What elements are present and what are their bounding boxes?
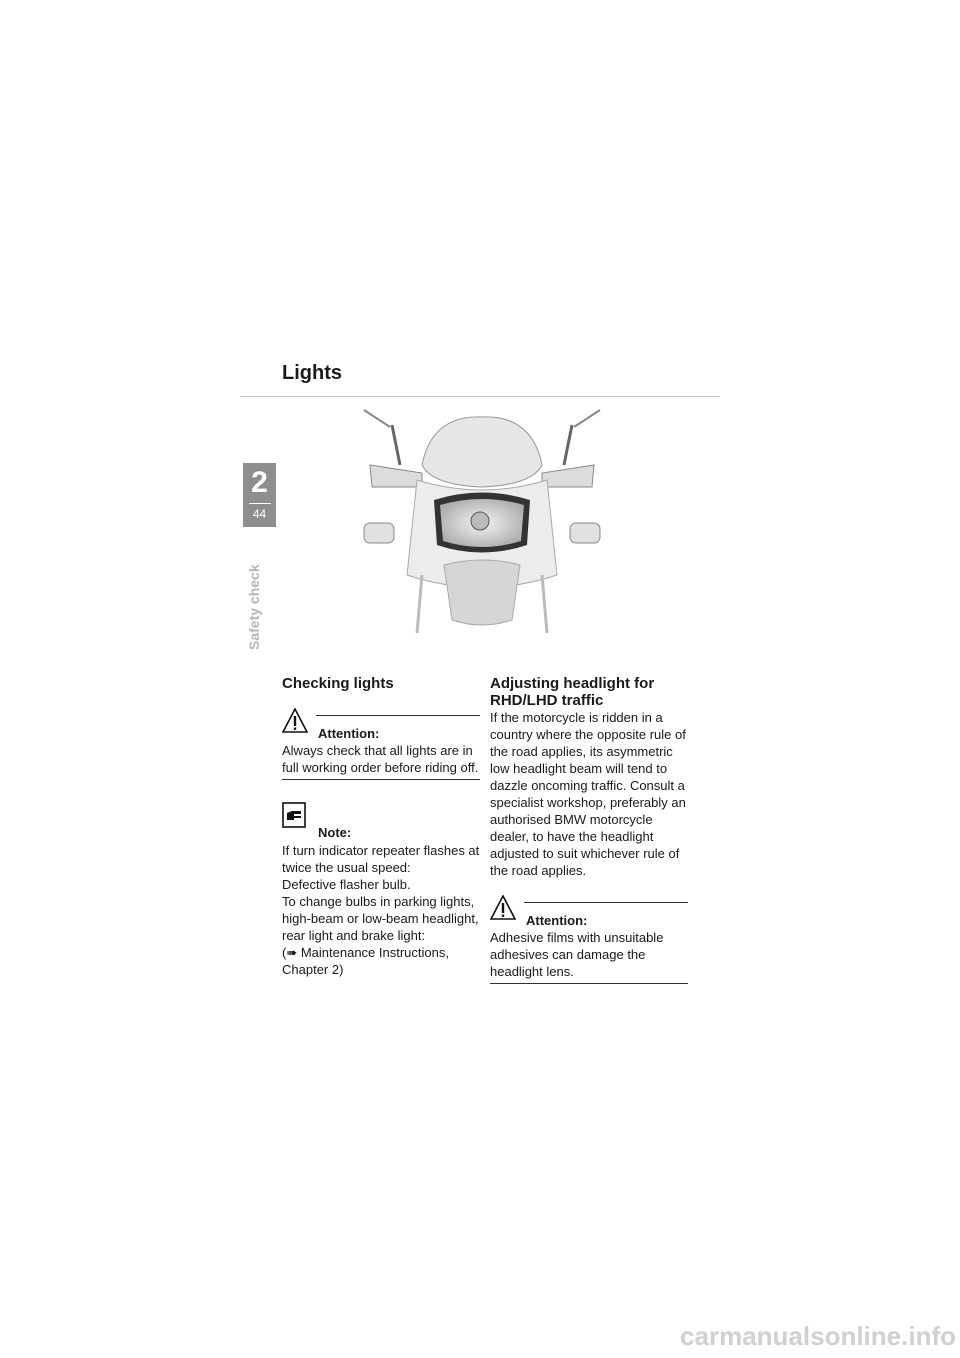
- note-header: [282, 802, 480, 842]
- left-column: [282, 675, 480, 978]
- note-box: [282, 802, 480, 978]
- attention-text: Adhesive films with unsuitable adhesives can damage the headlight lens.: [490, 930, 664, 979]
- note-line: To change bulbs in parking lights, high-beam or low-beam headlight, rear light and brake light:: [282, 894, 479, 943]
- page-title: Lights: [282, 362, 342, 384]
- adjusting-headlight-body: If the motorcycle is ridden in a country where the opposite rule of the road applies, its asymmetric low headlight beam will tend to dazzle oncoming traffic. Consult a specialist workshop, preferably an authorised BMW motorcycle dealer, to have the headlight adjusted to suit whichever rule of the road applies.: [490, 710, 686, 878]
- attention-label: Attention:: [318, 726, 380, 741]
- chapter-number: 2: [251, 466, 268, 499]
- attention-header: [282, 714, 480, 742]
- note-line: Defective flasher bulb.: [282, 877, 411, 892]
- warning-triangle-icon: [490, 895, 516, 921]
- attention-header: [490, 901, 688, 929]
- chapter-tab: [243, 463, 276, 527]
- section-side-label: Safety check: [246, 564, 262, 650]
- attention-box: [282, 714, 480, 780]
- attention-rule: [524, 902, 688, 903]
- note-reference: (➠ Maintenance Instructions, Chapter 2): [282, 945, 449, 977]
- title-divider: [240, 396, 720, 397]
- checking-lights-heading: Checking lights: [282, 675, 394, 692]
- attention-rule: [316, 715, 480, 716]
- note-hand-icon: [282, 802, 306, 828]
- attention-box: [490, 901, 688, 984]
- attention-text: Always check that all lights are in full working order before riding off.: [282, 743, 479, 775]
- page-number: 44: [252, 507, 267, 521]
- adjusting-headlight-heading: Adjusting headlight for RHD/LHD traffic: [490, 675, 655, 709]
- note-label: Note:: [318, 825, 352, 840]
- right-column: [490, 675, 688, 984]
- attention-label: Attention:: [526, 913, 588, 928]
- warning-triangle-icon: [282, 708, 308, 734]
- motorcycle-front-illustration: [362, 405, 602, 635]
- watermark: carmanualsonline.info: [680, 1321, 956, 1351]
- note-line: If turn indicator repeater flashes at twice the usual speed:: [282, 843, 480, 875]
